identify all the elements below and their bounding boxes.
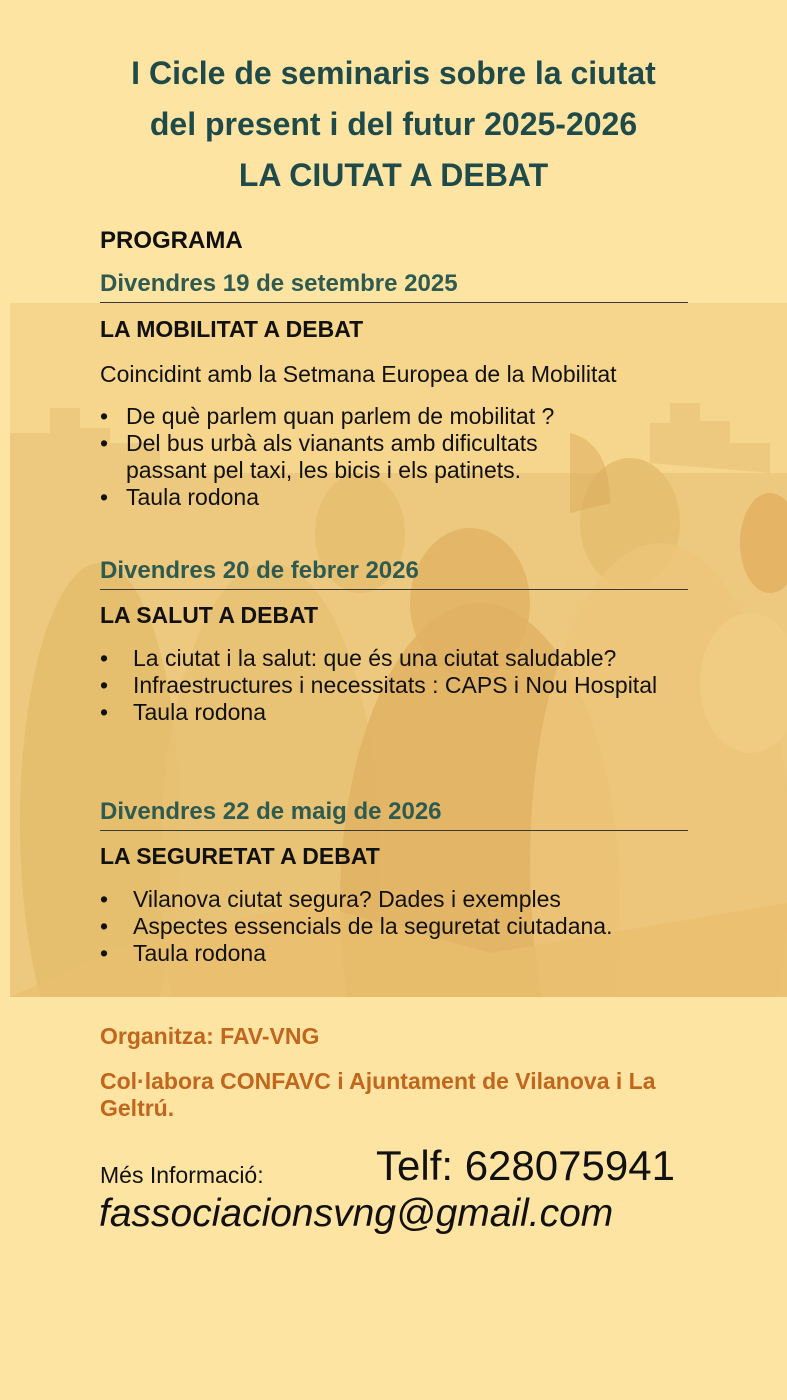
session-1-topics xyxy=(100,403,620,511)
event-title xyxy=(60,48,727,201)
list-item: • Taula rodona xyxy=(100,699,700,726)
session-3-date: Divendres 22 de maig de 2026 xyxy=(100,798,688,831)
collaborators: Col·labora CONFAVC i Ajuntament de Vilanova i La Geltrú. xyxy=(100,1068,656,1121)
title-line-2: del present i del futur 2025-2026 xyxy=(149,106,638,142)
list-item: • La ciutat i la salut: que és una ciutat saludable? xyxy=(100,645,700,672)
list-item: • Vilanova ciutat segura? Dades i exemples xyxy=(100,886,700,913)
session-3-title: LA SEGURETAT A DEBAT xyxy=(100,843,380,869)
session-2-date: Divendres 20 de febrer 2026 xyxy=(100,557,688,590)
list-item: • Infraestructures i necessitats : CAPS i Nou Hospital xyxy=(100,672,700,699)
list-item: • Taula rodona xyxy=(100,484,620,511)
list-item: • Aspectes essencials de la seguretat ciutadana. xyxy=(100,913,700,940)
title-line-3: LA CIUTAT A DEBAT xyxy=(238,157,549,193)
program-heading: PROGRAMA xyxy=(100,227,243,254)
more-info-label: Més Informació: xyxy=(100,1162,264,1188)
organizer: Organitza: FAV-VNG xyxy=(100,1023,320,1049)
phone-number: Telf: 628075941 xyxy=(376,1142,675,1189)
list-item: • Taula rodona xyxy=(100,940,700,967)
session-2-title: LA SALUT A DEBAT xyxy=(100,602,319,628)
session-1-date: Divendres 19 de setembre 2025 xyxy=(100,270,688,303)
email-address: fassociacionsvng@gmail.com xyxy=(99,1192,614,1235)
title-line-1: I Cicle de seminaris sobre la ciutat xyxy=(131,55,656,91)
list-item: • De què parlem quan parlem de mobilitat ? xyxy=(100,403,620,430)
session-1-title: LA MOBILITAT A DEBAT xyxy=(100,316,364,342)
list-item: • Del bus urbà als vianants amb dificultats passant pel taxi, les bicis i els patinets. xyxy=(100,430,620,484)
session-3-topics xyxy=(100,886,700,967)
session-1-subtitle: Coincidint amb la Setmana Europea de la Mobilitat xyxy=(100,361,617,387)
session-2-topics xyxy=(100,645,700,726)
